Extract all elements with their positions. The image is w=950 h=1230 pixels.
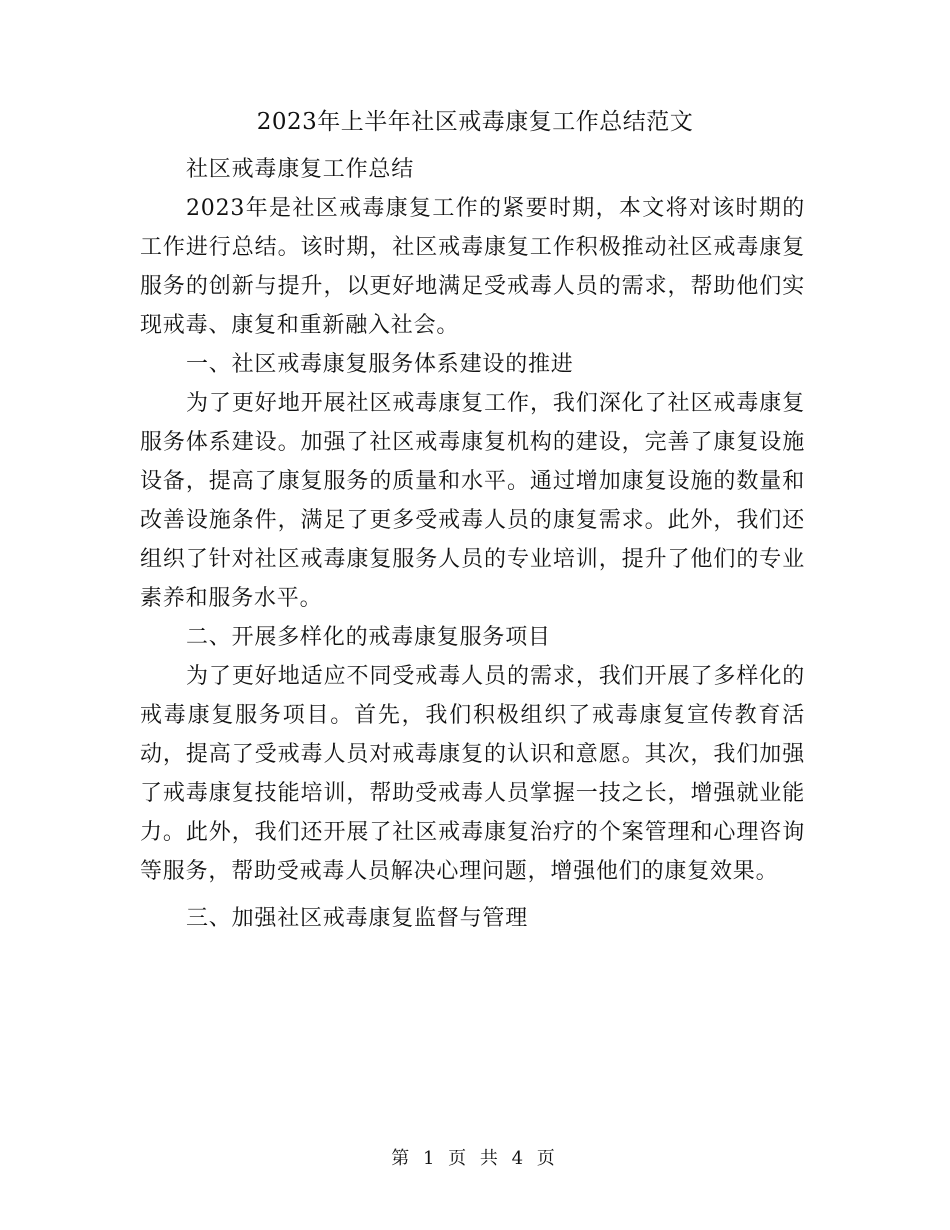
section-heading-3: 三、加强社区戒毒康复监督与管理	[186, 906, 529, 931]
paragraph-subtitle: 社区戒毒康复工作总结	[186, 157, 415, 182]
document-body	[140, 150, 805, 938]
document-title: 2023年上半年社区戒毒康复工作总结范文	[256, 109, 694, 135]
paragraph-section-1: 为了更好地开展社区戒毒康复工作，我们深化了社区戒毒康复服务体系建设。加强了社区戒毒康复机构的建设，完善了康复设施设备，提高了康复服务的质量和水平。通过增加康复设施的数量和改善设施条件，满足了更多受戒毒人员的康复需求。此外，我们还组织了针对社区戒毒康复服务人员的专业培训，提升了他们的专业素养和服务水平。	[140, 391, 805, 611]
section-heading-1: 一、社区戒毒康复服务体系建设的推进	[186, 352, 574, 377]
section-heading-2: 二、开展多样化的戒毒康复服务项目	[186, 625, 551, 650]
paragraph-section-2: 为了更好地适应不同受戒毒人员的需求，我们开展了多样化的戒毒康复服务项目。首先，我们积极组织了戒毒康复宣传教育活动，提高了受戒毒人员对戒毒康复的认识和意愿。其次，我们加强了戒毒康复技能培训，帮助受戒毒人员掌握一技之长，增强就业能力。此外，我们还开展了社区戒毒康复治疗的个案管理和心理咨询等服务，帮助受戒毒人员解决心理问题，增强他们的康复效果。	[140, 664, 805, 884]
paragraph-intro: 2023年是社区戒毒康复工作的紧要时期，本文将对该时期的工作进行总结。该时期，社区戒毒康复工作积极推动社区戒毒康复服务的创新与提升，以更好地满足受戒毒人员的需求，帮助他们实现戒毒、康复和重新融入社会。	[140, 196, 805, 338]
page-footer: 第 1 页 共 4 页	[391, 1148, 559, 1169]
